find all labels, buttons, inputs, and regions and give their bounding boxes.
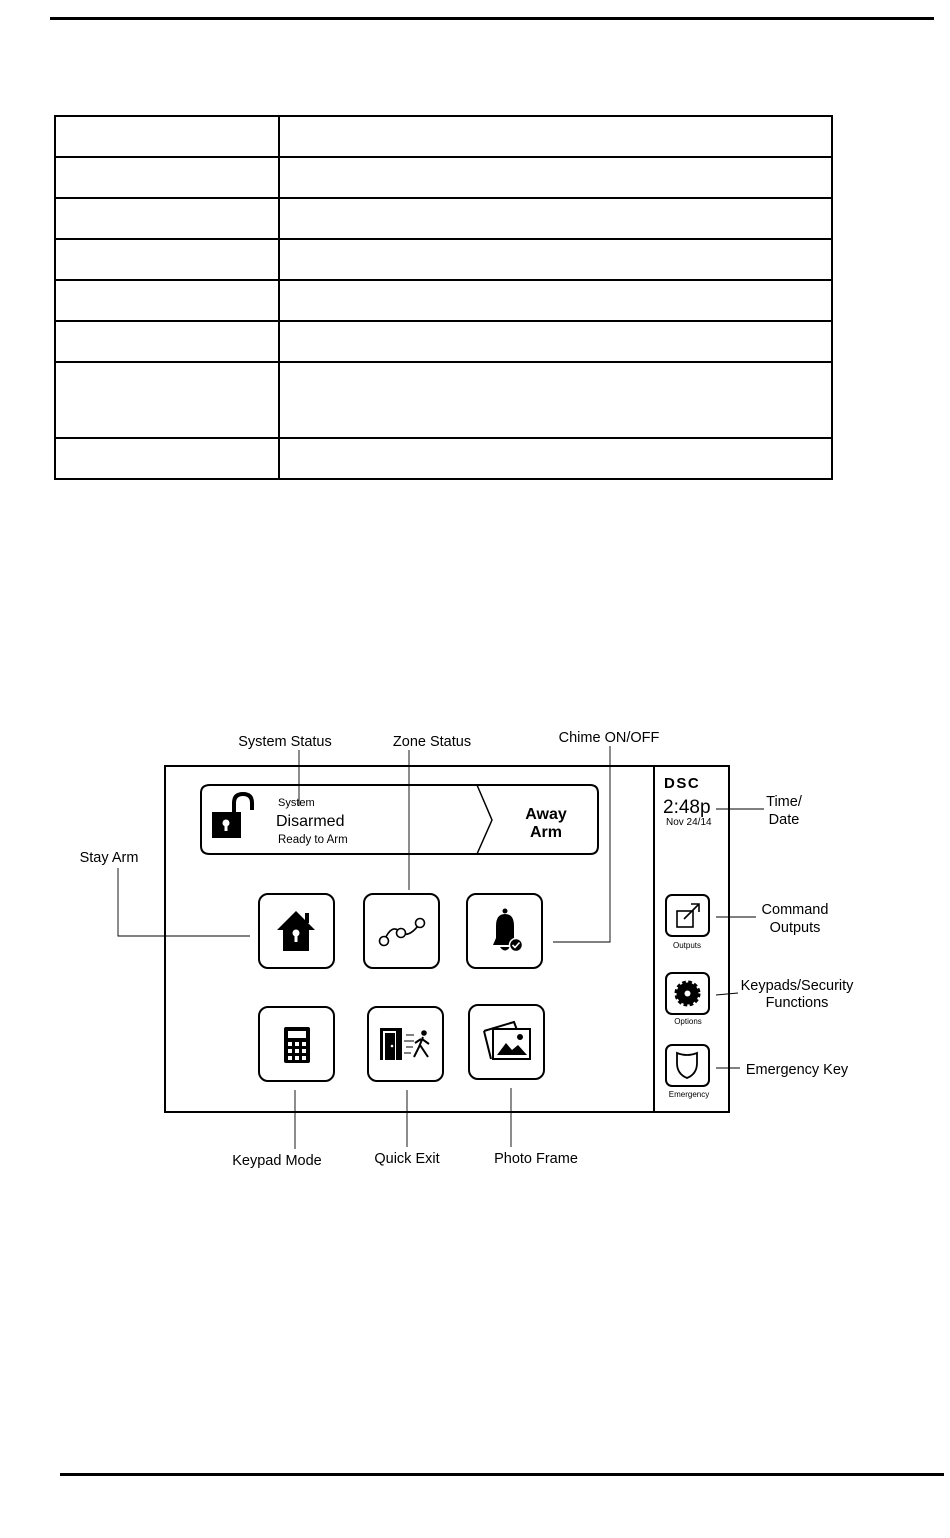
callout-photo-frame: Photo Frame: [494, 1151, 578, 1167]
callout-system-status: System Status: [238, 734, 332, 750]
callout-time-date-line2: Date: [768, 812, 800, 828]
time-display: 2:48p: [663, 797, 711, 818]
callout-zone-status: Zone Status: [392, 734, 472, 750]
callout-stay-arm: Stay Arm: [79, 850, 139, 866]
emergency-label: Emergency: [668, 1090, 710, 1099]
away-arm-line1: Away: [525, 806, 567, 823]
brand-logo: DSC: [664, 775, 701, 792]
emergency-button[interactable]: [666, 1045, 709, 1086]
quick-exit-button[interactable]: [368, 1007, 443, 1081]
photo-frame-button[interactable]: [469, 1005, 544, 1079]
chime-button[interactable]: [467, 894, 542, 968]
bottom-rule: [60, 1473, 944, 1476]
callout-keypads-line1: Keypads/Security: [740, 978, 854, 994]
stay-arm-button[interactable]: [259, 894, 334, 968]
zone-status-button[interactable]: [364, 894, 439, 968]
callout-emergency-key: Emergency Key: [745, 1062, 849, 1078]
callout-command-outputs-line1: Command: [761, 902, 829, 918]
callout-keypads-line2: Functions: [765, 995, 829, 1011]
callout-quick-exit: Quick Exit: [374, 1151, 440, 1167]
status-line-disarmed: Disarmed: [276, 813, 345, 830]
date-display: Nov 24/14: [666, 817, 712, 828]
options-button[interactable]: [666, 973, 709, 1014]
outputs-button[interactable]: [666, 895, 709, 936]
callout-command-outputs-line2: Outputs: [769, 920, 821, 936]
status-line-system: System: [278, 797, 315, 809]
status-line-ready: Ready to Arm: [278, 834, 348, 846]
keypad-icon: [284, 1027, 310, 1063]
away-arm-line2: Arm: [529, 824, 563, 841]
keypad-mode-button[interactable]: [259, 1007, 334, 1081]
callout-keypad-mode: Keypad Mode: [232, 1153, 322, 1169]
gear-icon: [677, 983, 699, 1005]
outputs-label: Outputs: [672, 941, 702, 950]
callout-chime: Chime ON/OFF: [558, 730, 660, 746]
callout-time-date-line1: Time/: [766, 794, 802, 810]
options-label: Options: [674, 1017, 702, 1026]
